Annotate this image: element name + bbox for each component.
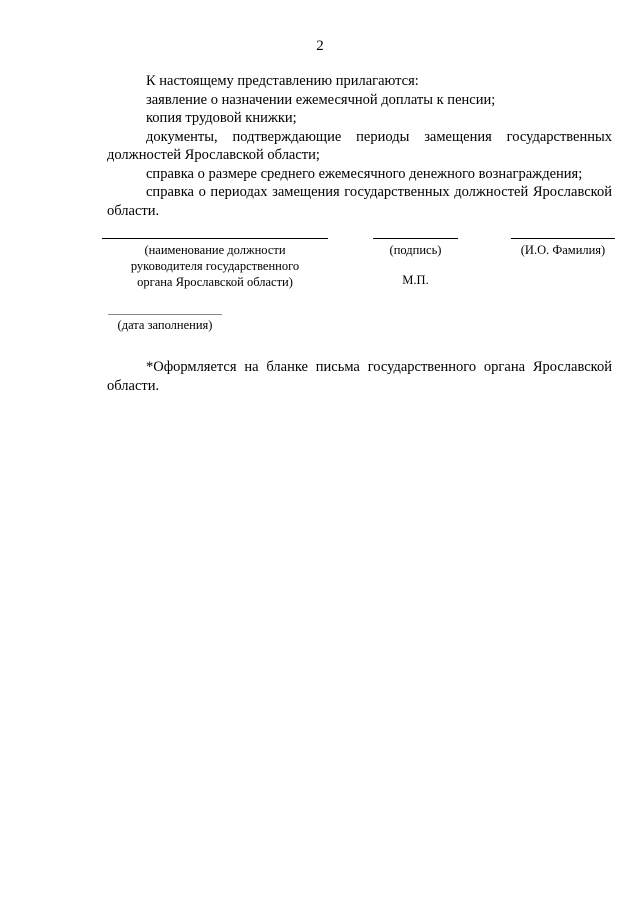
footnote [107,358,612,396]
position-line [102,238,328,239]
attachment-item: заявление о назначении ежемесячной доплаты к пенсии; [146,91,496,108]
name-line [511,238,615,239]
attachments-intro: К настоящему представлению прилагаются: [146,73,419,89]
position-field [102,238,328,290]
page-number: 2 [316,38,324,54]
name-field [511,238,615,258]
signature-label: (подпись) [389,243,442,257]
date-label: (дата заполнения) [117,318,213,332]
position-label-line-1: (наименование должности [144,243,286,257]
attachment-item: документы, подтверждающие периоды замещения государственных должностей Ярославской области; [107,128,612,163]
signature-field [373,238,458,258]
date-field [108,314,222,333]
name-label: (И.О. Фамилия) [520,243,606,257]
position-label-line-2: руководителя государственного [130,259,300,273]
attachment-item: копия трудовой книжки; [146,110,297,126]
attachment-item: справка о периодах замещения государственных должностей Ярославской области. [107,184,612,219]
attachments-section [107,72,612,220]
signature-line [373,238,458,239]
date-line [108,314,222,315]
attachment-item: справка о размере среднего ежемесячного денежного вознаграждения; [146,165,583,182]
footnote-text: *Оформляется на бланке письма государственного органа Ярославской области. [107,359,612,394]
stamp-label: М.П. [402,273,429,287]
position-label-line-3: органа Ярославской области) [137,275,293,289]
